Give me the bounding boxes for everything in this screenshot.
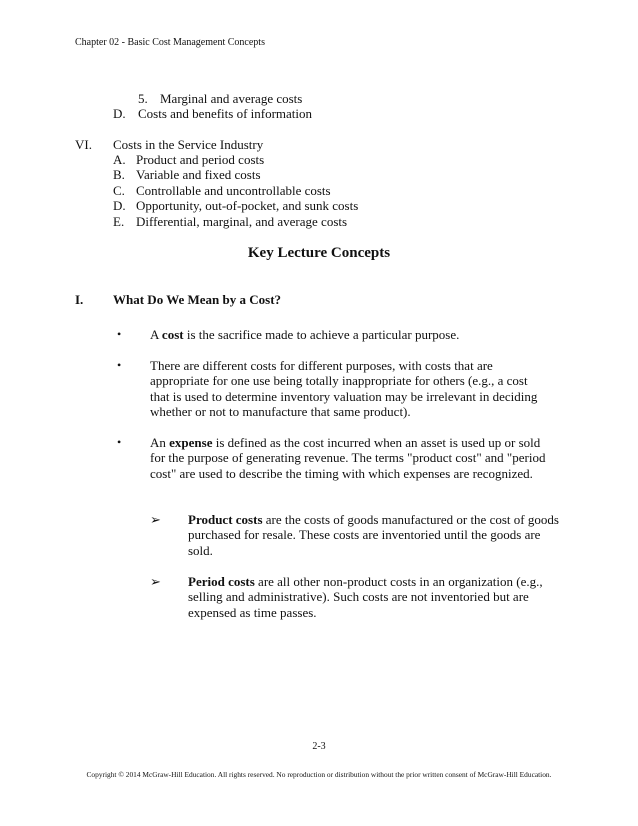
bullet-cost-definition — [150, 327, 550, 342]
text-run: is defined as the cost incurred when an asset is used up or sold for the purpose of generating revenue. The terms "product cost" and "period cost" are used to describe the timing with which expenses are recognized. — [150, 435, 546, 481]
outline-6c-letter: C. — [113, 183, 125, 198]
bullet-icon: • — [117, 435, 122, 449]
key-concepts-title: Key Lecture Concepts — [247, 245, 391, 261]
copyright-notice: Copyright © 2014 McGraw-Hill Education. All rights reserved. No reproduction or distribution without the prior written consent of McGraw-Hill Education. — [86, 770, 552, 779]
outline-item-d-text: Costs and benefits of information — [138, 106, 313, 121]
outline-6b-letter: B. — [113, 167, 125, 182]
running-header: Chapter 02 - Basic Cost Management Concepts — [75, 37, 265, 48]
subbullet-product-costs — [188, 512, 560, 558]
outline-section-6-title: Costs in the Service Industry — [113, 137, 264, 152]
arrow-bullet-icon: ➢ — [150, 512, 161, 527]
section-1-roman: I. — [75, 292, 84, 307]
term-product-costs: Product costs — [188, 512, 263, 527]
subbullet-period-costs — [188, 574, 560, 620]
text-run: An — [150, 435, 170, 450]
outline-6d-letter: D. — [113, 198, 126, 213]
text-run: is the sacrifice made to achieve a particular purpose. — [183, 327, 460, 342]
outline-section-6-roman: VI. — [75, 137, 92, 152]
outline-6a-letter: A. — [113, 152, 126, 167]
outline-6d-text: Opportunity, out-of-pocket, and sunk costs — [136, 198, 359, 213]
page-number: 2-3 — [312, 741, 326, 752]
outline-item-5-number: 5. — [138, 91, 148, 106]
outline-6a-text: Product and period costs — [136, 152, 265, 167]
bullet-expense-definition — [150, 435, 550, 481]
outline-6b-text: Variable and fixed costs — [136, 167, 261, 182]
outline-item-5-text: Marginal and average costs — [160, 91, 303, 106]
term-expense: expense — [169, 435, 213, 450]
bullet-icon: • — [117, 327, 122, 341]
outline-6c-text: Controllable and uncontrollable costs — [136, 183, 331, 198]
text-run: are all other non-product costs in an organization (e.g., selling and administrative). Such costs are not inventoried but are expensed as time passes. — [188, 574, 543, 620]
bullet-icon: • — [117, 358, 122, 372]
outline-item-d-letter: D. — [113, 106, 126, 121]
term-cost: cost — [161, 327, 184, 342]
arrow-bullet-icon: ➢ — [150, 574, 161, 589]
bullet-different-costs: There are different costs for different purposes, with costs that are appropriate for one use being totally inappropriate for others (e.g., a cost that is used to determine inventory valuation may be irrelevant in deciding whether or not to manufacture that same product). — [150, 358, 538, 419]
text-run: A — [150, 327, 162, 342]
outline-6e-letter: E. — [113, 214, 125, 229]
outline-6e-text: Differential, marginal, and average costs — [136, 214, 348, 229]
text-run: are the costs of goods manufactured or the cost of goods purchased for resale. These costs are inventoried until the goods are sold. — [188, 512, 559, 558]
term-period-costs: Period costs — [188, 574, 255, 589]
section-1-heading: What Do We Mean by a Cost? — [113, 292, 282, 307]
